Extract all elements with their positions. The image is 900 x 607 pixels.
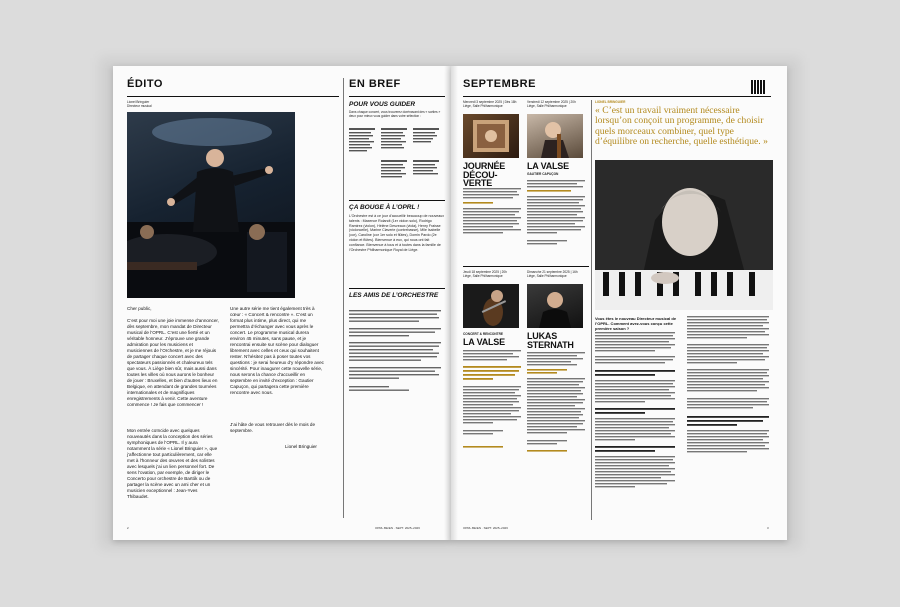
- right-page-number: 3: [767, 526, 769, 530]
- photo-credit: Lionel Bringuier Directeur musical: [127, 100, 152, 109]
- right-footer: OPRL.BE/EN · SEPT. 2025–2026: [463, 526, 508, 530]
- event2-photo: [527, 114, 583, 158]
- event3-subtitle: CONCERT & RENCONTRE: [463, 332, 504, 336]
- book-spine: [444, 66, 458, 540]
- interview-col1-text: [595, 332, 679, 512]
- en-bref-rule: [349, 96, 445, 97]
- amis-text-block: [349, 310, 445, 420]
- event3-date: Jeudi 18 septembre 2025 | 20h Liège, Salle Philharmonique: [463, 270, 507, 279]
- left-footer: OPRL.BE/EN · SEPT. 2025–2026: [375, 526, 420, 530]
- event1-title: JOURNÉE DÉCOU-VERTE: [463, 161, 506, 188]
- amis-rule: [349, 288, 445, 289]
- interview-col2-text: [687, 316, 773, 512]
- event2-text: [527, 180, 589, 260]
- interview-quote: « C’est un travail vraiment nécessaire lorsqu’on conçoit un programme, de choisir quels morceaux combiner, quel type d’équilibre on recherche, quelle esthétique. »: [595, 105, 768, 148]
- amis-header: LES AMIS DE L’ORCHESTRE: [349, 292, 439, 299]
- edito-rule: [127, 96, 339, 97]
- septembre-rule: [463, 96, 771, 97]
- event1-photo: [463, 114, 519, 158]
- event4-date: Dimanche 21 septembre 2025 | 16h Liège, Salle Philharmonique: [527, 270, 578, 279]
- edito-para3: Mon entrée coïncide avec quelques nouveautés dans la conception des séries symphoniques de l’OPRL. Il y aura notamment la série « Lionel Bringuier », que j’affectionne tout particulièrement, car elle met à l’honneur des œuvres et des solistes avec lesquels j’ai un lien personnel fort. De sens l’ovation, par exemple, de diriger le Concerto pour orchestre de Bartók ou de partager la scène avec un ami cher et un musicien exceptionnel : Jean-Yves Thibaudet.: [127, 428, 218, 499]
- edito-signature: Lionel Bringuier: [285, 444, 317, 449]
- ca-bouge-header: ÇA BOUGE À L’OPRL !: [349, 204, 420, 211]
- edito-header: ÉDITO: [127, 78, 163, 90]
- ca-bouge-rule: [349, 200, 445, 201]
- event3-title: LA VALSE: [463, 337, 505, 347]
- event2-date: Vendredi 12 septembre 2025 | 20h Liège, Salle Philharmonique: [527, 100, 576, 109]
- edito-col2-para1: Une autre série me tient également très à cœur : « Concert & rencontre ». C’est un format plus intime, plus direct, qui me permettra d’échanger avec vous après le concert. Le programme musical durera environ 45 minutes, sans pause, et je rencontrai ensuite sur scène pour dialoguer librement avec celles et ceux qui souhaitent rester. N’hésitez pas à poser toutes vos questions : je serai heureux d’y répondre avec sincérité. Pour inaugurer cette nouvelle série, nous serons la chance d’accueillir en septembre en invité d’exception : Gautier Capuçon, qui partagera cette première rencontre avec nous.: [230, 306, 324, 395]
- right-page: [451, 66, 787, 540]
- event4-photo: [527, 284, 583, 328]
- qr-code: [751, 80, 765, 94]
- right-column-divider: [591, 100, 592, 520]
- event4-text: [527, 352, 589, 512]
- event2-title: LA VALSE: [527, 161, 569, 171]
- interview-kicker: LIONEL BRINGUIER: [595, 100, 626, 104]
- event3-photo: [463, 284, 519, 328]
- guide-list: [349, 128, 445, 196]
- edito-para1: Cher public,: [127, 306, 152, 311]
- column-divider: [343, 78, 344, 518]
- edito-para2: C’est pour moi une joie immense d’annoncer, dès septembre, mon mandat de Directeur musical de l’OPRL. C’est une fierté et un véritable honneur. J’éprouve une grande admiration pour les musiciens et musiciennes de l’Orchestre, et je me réjouis de partager chaque concert avec des spectateurs passionnés et chaleureux tels que vous. À Liège bien sûr, mais aussi dans toutes les villes où nous aurons le bonheur de jouer : Bruxelles, et bien d’autres lieux en Belgique, en attendant de grandes tournées internationales et de magnifiques enregistrements à venir. Cette aventure commence ! Je fais que commencer !: [127, 318, 219, 407]
- event3-text: [463, 350, 525, 500]
- guide-intro: Dans chaque concert, vous trouverez dorénavant des « sorties » deux pour mieux vous guider dans votre sélection :: [349, 110, 441, 119]
- edito-col2-para2: J’ai hâte de vous retrouver dès le mois de septembre.: [230, 422, 316, 433]
- en-bref-header: EN BREF: [349, 78, 401, 90]
- event1-date: Mercredi 3 septembre 2025 | Dès 18h Liège, Salle Philharmonique: [463, 100, 517, 109]
- event4-title: LUKAS STERNATH: [527, 331, 574, 350]
- interview-q1: Vous êtes le nouveau Directeur musical de l’OPRL. Comment avez-vous conçu cette première saison ?: [595, 316, 677, 331]
- interview-photo: [595, 160, 773, 310]
- left-page-number: 2: [127, 526, 129, 530]
- events-divider: [463, 266, 589, 267]
- event1-text: [463, 188, 525, 258]
- event2-subtitle: GAUTIER CAPUÇON: [527, 172, 559, 176]
- ca-bouge-text: L’Orchestre est à ce jour d’accueillir beaucoup de nouveaux talents : Maxence Rolandt (1er violon solo), Rodrigo Ramirez (violon), Hélène Desveaux (viola), Henry Fraisse (violoncelle), Marine Claverie (contrebasse), Mlle Isabelle (cor), Caroline (cor 1er solo et flûtes), Domin Pardo (2e violon et flûtes). Bienvenue à eux, qui nous ont fait confiance. Bienvenue à tous et à toutes dans la famille de l’Orchestre Philharmonique Royal de Liège.: [349, 214, 445, 252]
- left-page: [113, 66, 451, 540]
- septembre-header: SEPTEMBRE: [463, 78, 536, 90]
- pour-vous-guider: POUR VOUS GUIDER: [349, 101, 416, 108]
- conductor-photo: [127, 112, 295, 298]
